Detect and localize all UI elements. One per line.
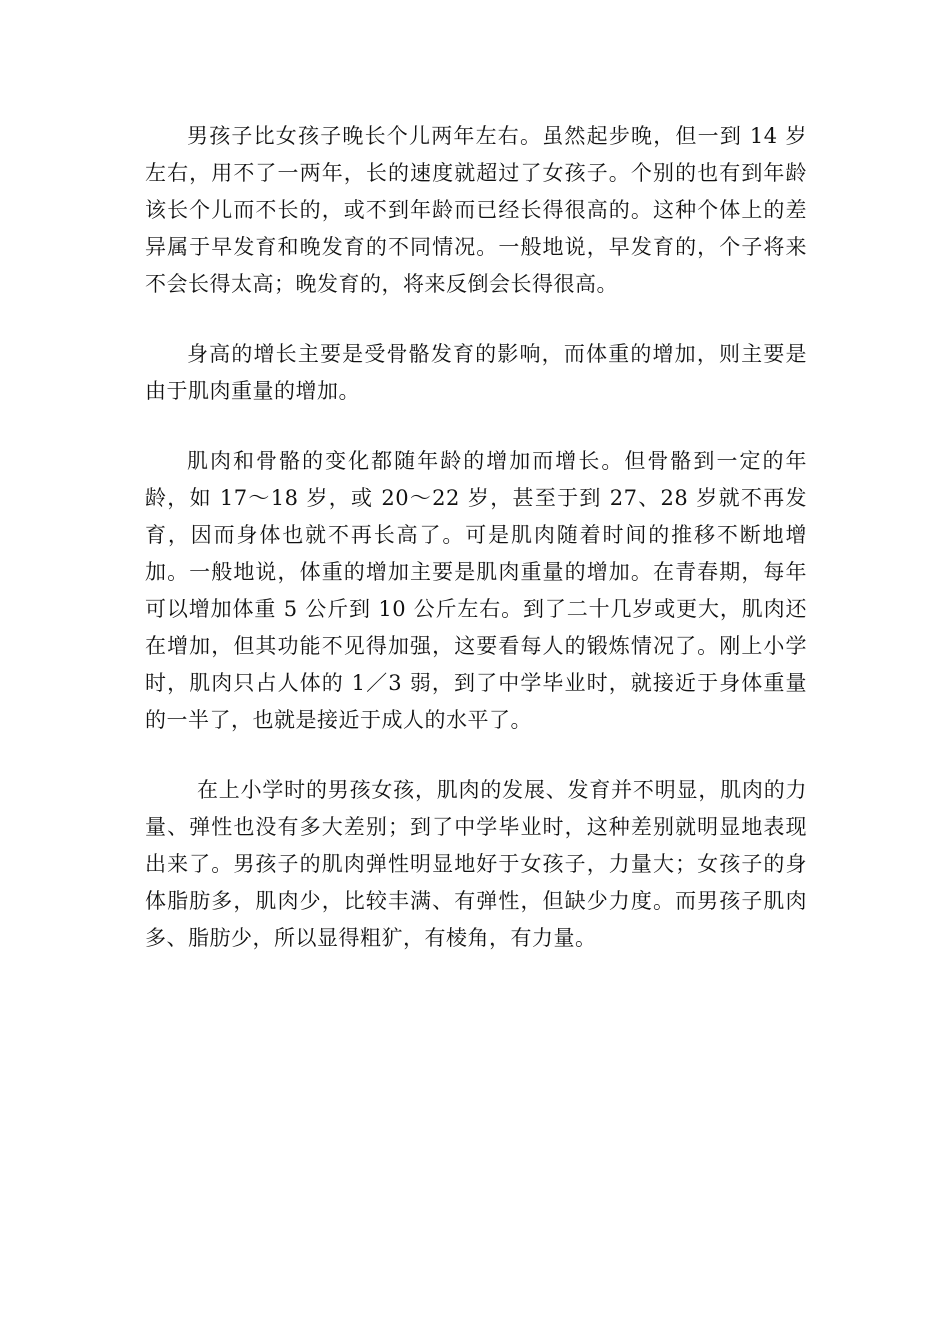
document-body (145, 118, 807, 990)
paragraph-3: 肌肉和骨骼的变化都随年龄的增加而增长。但骨骼到一定的年龄，如 17～18 岁，或 20～22 岁，甚至于到 27、28 岁就不再发育，因而身体也就不再长高了。可是肌肉随着时间的推移不断地增加。一般地说，体重的增加主要是肌肉重量的增加。在青春期，每年可以增加体重 5 公斤到 10 公斤左右。到了二十几岁或更大，肌肉还在增加，但其功能不见得加强，这要看每人的锻炼情况了。刚上小学时，肌肉只占人体的 1／3 弱，到了中学毕业时，就接近于身体重量的一半了，也就是接近于成人的水平了。 (145, 449, 807, 732)
paragraph-2: 身高的增长主要是受骨骼发育的影响，而体重的增加，则主要是由于肌肉重量的增加。 (145, 342, 807, 403)
paragraph-1: 男孩子比女孩子晚长个儿两年左右。虽然起步晚，但一到 14 岁左右，用不了一两年，长的速度就超过了女孩子。个别的也有到年龄该长个儿而不长的，或不到年龄而已经长得很高的。这种个体上的差异属于早发育和晚发育的不同情况。一般地说，早发育的，个子将来不会长得太高；晚发育的，将来反倒会长得很高。 (145, 124, 807, 296)
paragraph-4: 在上小学时的男孩女孩，肌肉的发展、发育并不明显，肌肉的力量、弹性也没有多大差别；到了中学毕业时，这种差别就明显地表现出来了。男孩子的肌肉弹性明显地好于女孩子，力量大；女孩子的身体脂肪多，肌肉少，比较丰满、有弹性，但缺少力度。而男孩子肌肉多、脂肪少，所以显得粗犷，有棱角，有力量。 (145, 778, 807, 950)
